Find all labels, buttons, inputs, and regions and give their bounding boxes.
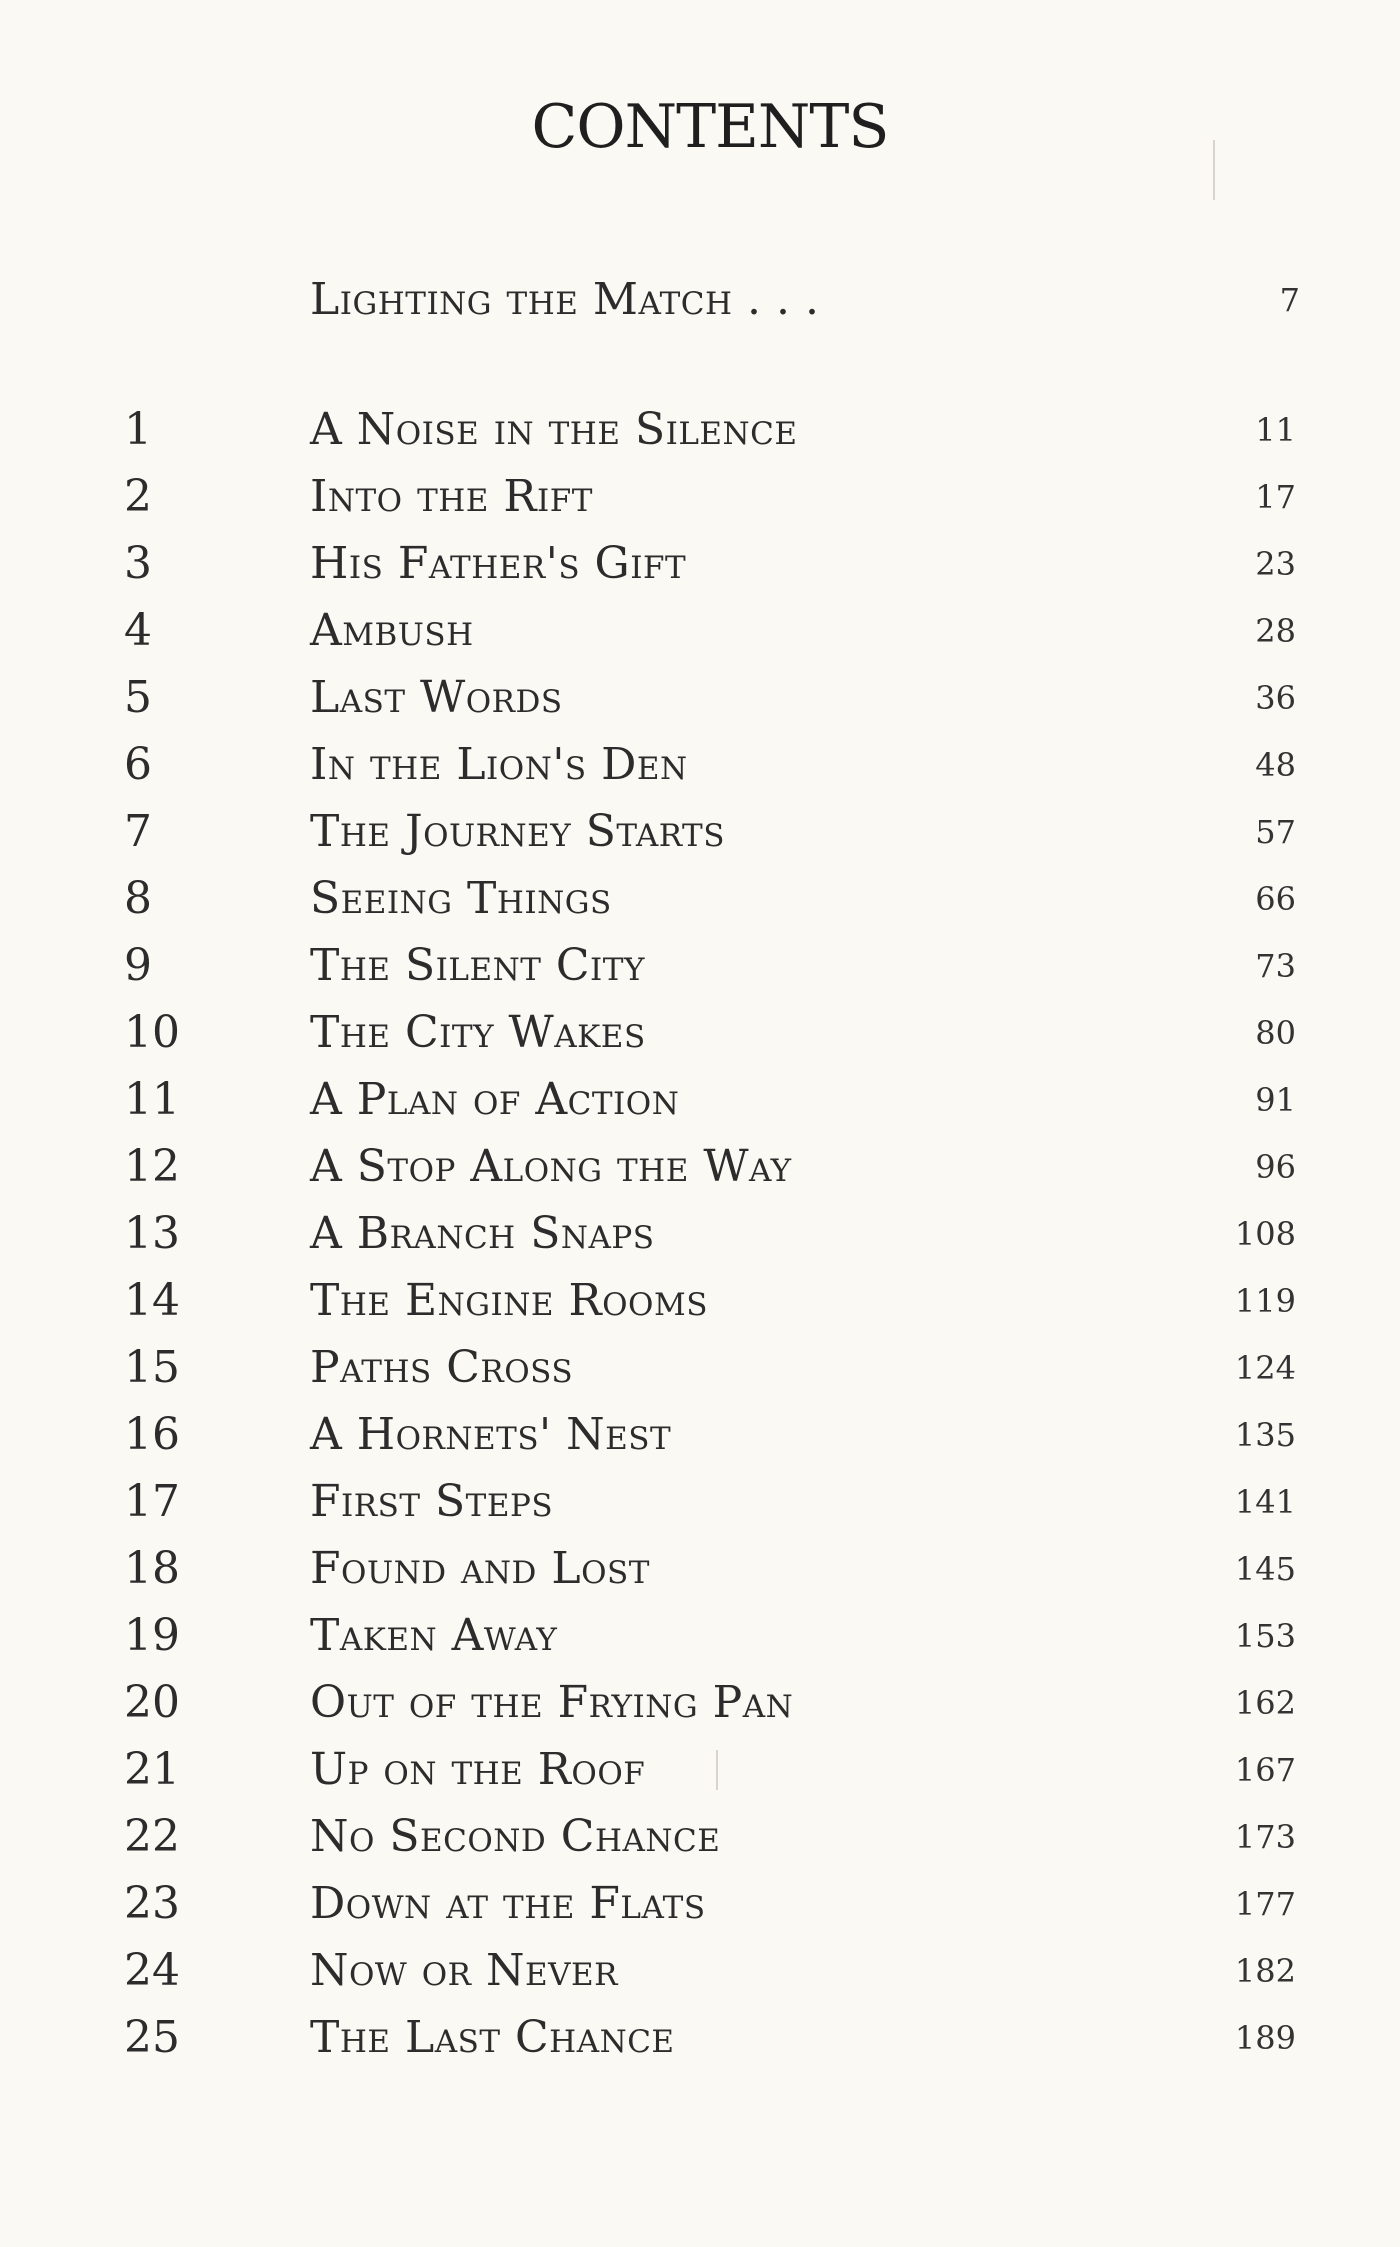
chapter-page-number: 141 (1234, 1483, 1296, 1521)
chapter-row (0, 398, 1400, 462)
chapter-row (0, 465, 1400, 529)
chapter-row (0, 1671, 1400, 1735)
chapter-row (0, 1269, 1400, 1333)
chapter-row (0, 1068, 1400, 1132)
chapter-title: A Noise in the Silence (310, 404, 798, 455)
chapter-row (0, 934, 1400, 998)
page-title: CONTENTS (531, 92, 889, 162)
chapter-number: 8 (124, 873, 152, 924)
chapter-number: 19 (124, 1610, 180, 1661)
page-blemish (1213, 140, 1215, 200)
chapter-number: 14 (124, 1275, 180, 1326)
chapter-row (0, 1001, 1400, 1065)
chapter-title: Seeing Things (310, 873, 612, 924)
chapter-title: His Father's Gift (310, 538, 687, 589)
chapter-page-number: 23 (1255, 545, 1296, 583)
chapter-row (0, 599, 1400, 663)
chapter-number: 23 (124, 1878, 180, 1929)
chapter-row (0, 1872, 1400, 1936)
chapter-title: A Plan of Action (310, 1074, 680, 1125)
chapter-page-number: 177 (1234, 1885, 1296, 1923)
chapter-number: 13 (124, 1208, 180, 1259)
chapter-row (0, 666, 1400, 730)
chapter-row (0, 2006, 1400, 2070)
chapter-title: Found and Lost (310, 1543, 650, 1594)
chapter-page-number: 108 (1234, 1215, 1296, 1253)
chapter-title: A Branch Snaps (310, 1208, 655, 1259)
chapter-number: 4 (124, 605, 152, 656)
chapter-page-number: 119 (1234, 1282, 1296, 1320)
chapter-number: 9 (124, 940, 152, 991)
chapter-title: The Last Chance (310, 2012, 675, 2063)
chapter-title: Paths Cross (310, 1342, 574, 1393)
chapter-title: The Silent City (310, 940, 645, 991)
chapter-title: The Engine Rooms (310, 1275, 708, 1326)
prologue-page-number: 7 (1279, 281, 1300, 319)
chapter-title: The Journey Starts (310, 806, 725, 857)
chapter-title: The City Wakes (310, 1007, 646, 1058)
chapter-number: 5 (124, 672, 152, 723)
chapter-row (0, 733, 1400, 797)
chapter-title: No Second Chance (310, 1811, 721, 1862)
chapter-page-number: 36 (1255, 679, 1296, 717)
chapter-page-number: 73 (1255, 947, 1296, 985)
chapter-page-number: 135 (1234, 1416, 1296, 1454)
chapter-row (0, 1939, 1400, 2003)
chapter-page-number: 80 (1255, 1014, 1296, 1052)
chapter-title: First Steps (310, 1476, 554, 1527)
chapter-page-number: 189 (1234, 2019, 1296, 2057)
chapter-title: Now or Never (310, 1945, 618, 1996)
chapter-number: 17 (124, 1476, 180, 1527)
chapter-number: 11 (124, 1074, 180, 1125)
chapter-row (0, 800, 1400, 864)
chapter-row (0, 1470, 1400, 1534)
chapter-row (0, 1202, 1400, 1266)
chapter-page-number: 167 (1234, 1751, 1296, 1789)
chapter-title: A Stop Along the Way (310, 1141, 792, 1192)
chapter-row (0, 532, 1400, 596)
chapter-row (0, 867, 1400, 931)
prologue-title: Lighting the Match . . . (310, 274, 820, 325)
chapter-number: 10 (124, 1007, 180, 1058)
chapter-page-number: 28 (1255, 612, 1296, 650)
chapter-row (0, 1135, 1400, 1199)
chapter-page-number: 96 (1255, 1148, 1296, 1186)
chapter-page-number: 182 (1234, 1952, 1296, 1990)
chapter-row (0, 1336, 1400, 1400)
chapter-page-number: 91 (1255, 1081, 1296, 1119)
chapter-page-number: 162 (1234, 1684, 1296, 1722)
chapter-page-number: 173 (1234, 1818, 1296, 1856)
chapter-title: In the Lion's Den (310, 739, 688, 790)
chapter-title: Down at the Flats (310, 1878, 706, 1929)
chapter-row (0, 1604, 1400, 1668)
chapter-number: 1 (124, 404, 152, 455)
chapter-page-number: 11 (1255, 411, 1296, 449)
chapter-number: 18 (124, 1543, 180, 1594)
chapter-page-number: 57 (1255, 813, 1296, 851)
chapter-title: A Hornets' Nest (310, 1409, 672, 1460)
chapter-number: 16 (124, 1409, 180, 1460)
chapter-number: 22 (124, 1811, 180, 1862)
prologue-entry (310, 268, 1300, 332)
chapter-page-number: 124 (1234, 1349, 1296, 1387)
chapter-number: 2 (124, 471, 152, 522)
chapter-title: Into the Rift (310, 471, 593, 522)
chapter-number: 7 (124, 806, 152, 857)
chapter-row (0, 1403, 1400, 1467)
chapter-number: 21 (124, 1744, 180, 1795)
chapter-number: 12 (124, 1141, 180, 1192)
chapter-number: 20 (124, 1677, 180, 1728)
chapter-number: 24 (124, 1945, 180, 1996)
chapter-number: 25 (124, 2012, 180, 2063)
chapter-row (0, 1537, 1400, 1601)
chapter-title: Up on the Roof (310, 1744, 646, 1795)
chapter-page-number: 153 (1234, 1617, 1296, 1655)
chapter-number: 3 (124, 538, 152, 589)
page-blemish (716, 1750, 718, 1790)
chapter-page-number: 17 (1255, 478, 1296, 516)
chapter-title: Last Words (310, 672, 563, 723)
chapter-number: 6 (124, 739, 152, 790)
chapter-title: Ambush (310, 605, 474, 656)
chapter-page-number: 48 (1255, 746, 1296, 784)
chapter-page-number: 66 (1255, 880, 1296, 918)
chapter-title: Out of the Frying Pan (310, 1677, 794, 1728)
chapter-title: Taken Away (310, 1610, 558, 1661)
chapter-page-number: 145 (1234, 1550, 1296, 1588)
chapter-number: 15 (124, 1342, 180, 1393)
chapter-row (0, 1738, 1400, 1802)
chapter-row (0, 1805, 1400, 1869)
